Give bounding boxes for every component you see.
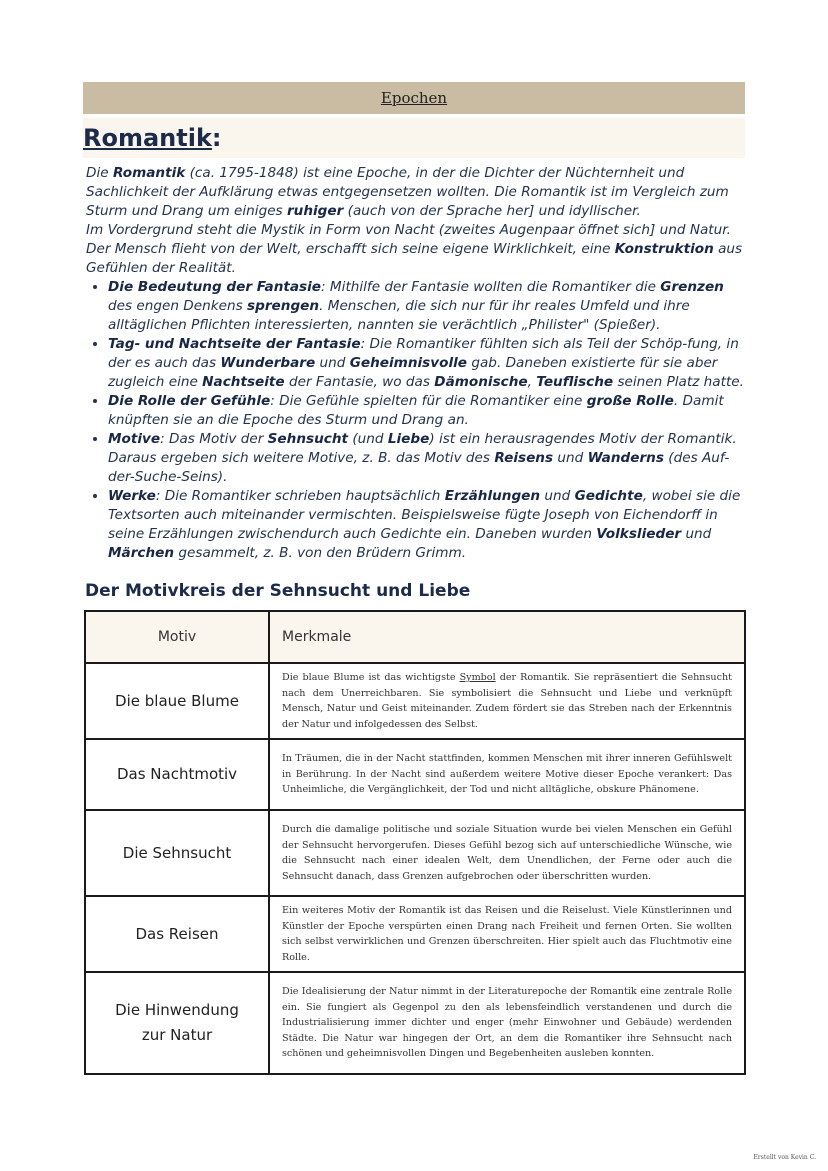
text-run: (und <box>348 431 388 447</box>
emphasis-text: sprengen <box>247 298 320 314</box>
emphasis-text: Liebe <box>387 431 430 447</box>
intro-text <box>86 164 746 563</box>
emphasis-text: ruhiger <box>286 203 344 219</box>
list-item <box>108 335 746 392</box>
emphasis-text: Tag- und Nachtseite der Fantasie <box>108 336 361 352</box>
emphasis-text: Märchen <box>108 545 175 561</box>
text-run: und <box>540 488 575 504</box>
emphasis-text: Sehnsucht <box>267 431 349 447</box>
text-run: (ca. 1795-1848) ist eine Epoche, in der die Dichter der Nüchternheit und Sachlichkeit der Aufklärung etwas entgegensetzen wollten. Die Romantik ist im Vergleich zum Sturm und Drang um einiges <box>86 165 729 219</box>
page-title <box>83 118 745 158</box>
emphasis-text: Teuflische <box>536 374 614 390</box>
table-row <box>85 972 745 1074</box>
emphasis-text: Wanderns <box>587 450 664 466</box>
text-run: seinen Platz hatte. <box>613 374 744 390</box>
text-run: : Das Motiv der <box>160 431 268 447</box>
emphasis-text: Romantik <box>112 165 186 181</box>
motiv-cell: Die Hinwendung zur Natur <box>85 972 269 1074</box>
text-run: : Die Romantiker fühlten sich als Teil der Schöp-fung, in der es auch das <box>108 336 739 371</box>
emphasis-text: Grenzen <box>660 279 724 295</box>
text-run: , wobei sie die Textsorten auch miteinander vermischten. Beispielsweise fügte Joseph von Eichendorff in seine Erzählungen zwischendurch auch Gedichte ein. Daneben wurden <box>108 488 741 542</box>
text-run: gab. Daneben existierte für sie aber zugleich eine <box>108 355 718 390</box>
merkmale-cell <box>269 739 745 810</box>
text-run: des engen Denkens <box>108 298 248 314</box>
page-title-text: Romantik <box>83 124 212 152</box>
text-run: : Die Romantiker schrieben hauptsächlich <box>155 488 445 504</box>
text-run: Die <box>86 165 113 181</box>
motiv-cell: Das Reisen <box>85 896 269 972</box>
merkmale-cell <box>269 810 745 896</box>
table-header-row <box>85 611 745 663</box>
intro-paragraph-2 <box>86 221 746 278</box>
table-row <box>85 896 745 972</box>
merkmale-cell <box>269 663 745 739</box>
cell-text: Ein weiteres Motiv der Romantik ist das Reisen und die Reiselust. Viele Künstlerinnen und Künstler der Epoche verspürten einen Drang nach Freiheit und fernen Orten. Sie wollten sich selbst verwirklichen und Grenzen überschreiten. Hier spielt auch das Fluchtmotiv eine Rolle. <box>282 905 732 963</box>
table-row <box>85 663 745 739</box>
table-row <box>85 739 745 810</box>
text-run: der Fantasie, wo das <box>284 374 435 390</box>
emphasis-text: Wunderbare <box>220 355 316 371</box>
emphasis-text: Konstruktion <box>614 241 714 257</box>
text-run: : Die Gefühle spielten für die Romantiker eine <box>270 393 587 409</box>
text-run: (des Auf-der-Suche-Seins). <box>108 450 730 485</box>
cell-text: der Romantik. Sie repräsentiert die Sehnsucht nach dem Unerreichbaren. Sie symbolisiert die Sehnsucht und Liebe und verknüpft Mensch, Natur und Geist miteinander. Zudem fördert sie das Streben nach der Erkenntnis der Natur und infolgedessen des Selbst. <box>282 672 732 730</box>
text-run: und <box>681 526 712 542</box>
text-run: und <box>553 450 588 466</box>
text-run: ) ist ein herausragendes Motiv der Romantik. Daraus ergeben sich weitere Motive, z. B. das Motiv des <box>108 431 737 466</box>
motiv-cell: Die blaue Blume <box>85 663 269 739</box>
text-run: : Mithilfe der Fantasie wollten die Romantiker die <box>321 279 661 295</box>
feature-list <box>86 278 746 563</box>
underlined-term: Symbol <box>459 672 496 683</box>
emphasis-text: Die Bedeutung der Fantasie <box>108 279 322 295</box>
text-run: , <box>527 374 537 390</box>
motiv-cell: Die Sehnsucht <box>85 810 269 896</box>
cell-text: Durch die damalige politische und soziale Situation wurde bei vielen Menschen ein Gefühl der Sehnsucht hervorgerufen. Dieses Gefühl bezog sich auf unterschiedliche Wünsche, wie die Sehnsucht nach einer idealen Welt, dem Unendlichen, der Ferne oder auch die Sehnsucht danach, dass Grenzen aufgebrochen oder überschritten wurden. <box>282 824 732 882</box>
emphasis-text: Gedichte <box>574 488 643 504</box>
intro-paragraph-1 <box>86 164 746 221</box>
list-item <box>108 487 746 563</box>
list-item <box>108 392 746 430</box>
cell-text: Die Idealisierung der Natur nimmt in der Literaturepoche der Romantik eine zentrale Rolle ein. Sie fungiert als Gegenpol zu den als lebensfeindlich verstandenen und durch die Industrialisierung immer dichter und enger (mehr Einwohner und Gebäude) werdenden Städte. Die Natur war hingegen der Ort, an dem die Romantiker ihre Sehnsucht nach schönen und geheimnisvollen Dingen und Begebenheiten ausleben konnten. <box>282 986 732 1060</box>
emphasis-text: Erzählungen <box>444 488 541 504</box>
merkmale-cell <box>269 972 745 1074</box>
emphasis-text: Dämonische <box>434 374 528 390</box>
emphasis-text: Volkslieder <box>596 526 682 542</box>
banner-label: Epochen <box>380 89 448 107</box>
motive-table <box>84 610 746 1075</box>
list-item <box>108 430 746 487</box>
emphasis-text: Motive <box>108 431 161 447</box>
text-run: aus Gefühlen der Realität. <box>86 241 743 276</box>
emphasis-text: Geheimnisvolle <box>349 355 468 371</box>
text-run: . Damit knüpften sie an die Epoche des Sturm und Drang an. <box>108 393 724 428</box>
list-item <box>108 278 746 335</box>
header-motiv: Motiv <box>85 611 269 663</box>
motiv-cell: Das Nachtmotiv <box>85 739 269 810</box>
credit-note: Erstellt von Kevin C. <box>753 1154 816 1161</box>
emphasis-text: große Rolle <box>586 393 674 409</box>
table-row <box>85 810 745 896</box>
text-run: Im Vordergrund steht die Mystik in Form von Nacht (zweites Augenpaar öffnet sich] und Natur. Der Mensch flieht von der Welt, erschafft sich seine eigene Wirklichkeit, eine <box>86 222 731 257</box>
title-bar <box>83 118 745 158</box>
text-run: (auch von der Sprache her] und idyllischer. <box>343 203 641 219</box>
cell-text: In Träumen, die in der Nacht stattfinden, kommen Menschen mit ihrer inneren Gefühlswelt in Berührung. In der Nacht sind außerdem weitere Motive dieser Epoche verankert: Das Unheimliche, die Vergänglichkeit, der Tod und nicht alltägliche, obskure Phänomene. <box>282 753 732 796</box>
text-run: gesammelt, z. B. von den Brüdern Grimm. <box>174 545 467 561</box>
emphasis-text: Die Rolle der Gefühle <box>108 393 271 409</box>
header-merkmale: Merkmale <box>269 611 745 663</box>
emphasis-text: Werke <box>108 488 156 504</box>
text-run: und <box>315 355 350 371</box>
section-title: Der Motivkreis der Sehnsucht und Liebe <box>85 581 471 601</box>
text-run: . Menschen, die sich nur für ihr reales Umfeld und ihre alltäglichen Pflichten interessierten, nannten sie verächtlich „Philister" (Spießer). <box>108 298 690 333</box>
emphasis-text: Nachtseite <box>202 374 285 390</box>
merkmale-cell <box>269 896 745 972</box>
emphasis-text: Reisens <box>494 450 554 466</box>
epoch-banner <box>83 82 745 114</box>
cell-text: Die blaue Blume ist das wichtigste <box>282 672 460 683</box>
page-title-colon: : <box>211 124 222 152</box>
